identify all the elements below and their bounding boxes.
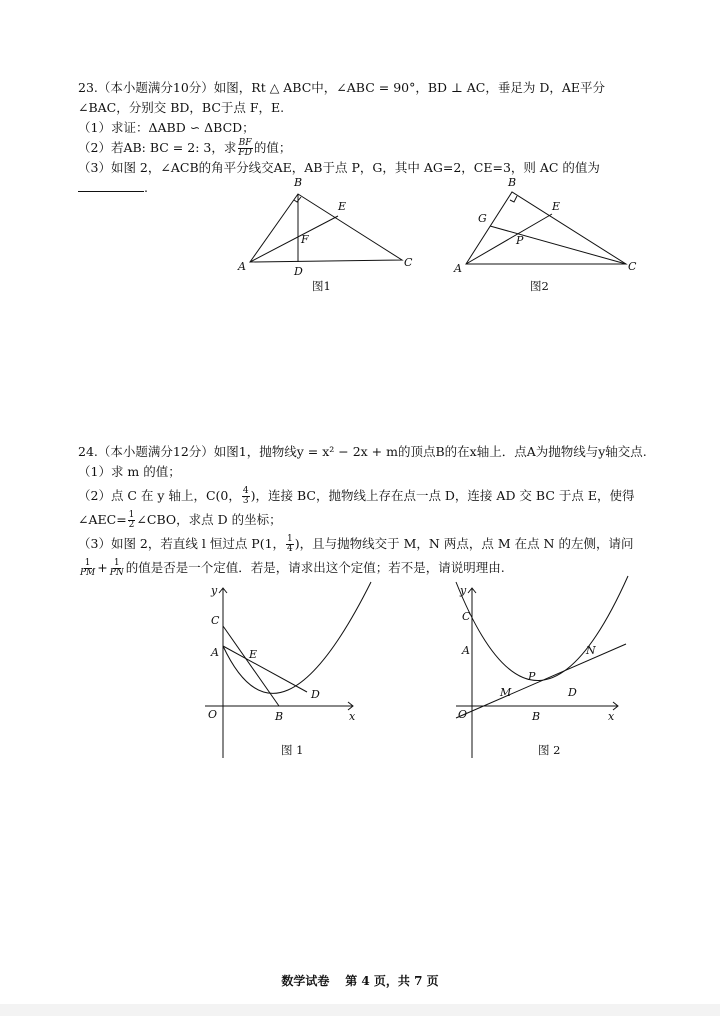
- q24-part3: [78, 532, 650, 580]
- q24-part2-text-b: )，连接 BC，抛物线上存在点一点 D，连接 AD 交 BC 于点 E，使得∠AEC=: [78, 488, 635, 527]
- label-e: E: [338, 200, 347, 213]
- q24-fig2-caption: 图 2: [538, 743, 561, 757]
- q24-part2-num2: 1: [128, 510, 135, 520]
- label-c-2: C: [628, 260, 637, 273]
- label-y-2: y: [460, 584, 467, 597]
- question-24: [78, 442, 650, 580]
- label-a-2: A: [454, 262, 462, 275]
- q24-part2-text-c: ∠CBO，求点 D 的坐标；: [136, 512, 282, 527]
- q24-part1: （1）求 m 的值；: [78, 464, 181, 479]
- q23-part2-fraction: [237, 139, 252, 158]
- q24-part3-fraction-p: [286, 535, 294, 554]
- triangle-abc-2: [466, 192, 626, 264]
- triangle-abc: [250, 194, 402, 262]
- q24-figure-1: [195, 582, 375, 762]
- label-a: A: [238, 260, 246, 273]
- parabola-2: [456, 576, 628, 681]
- label-d: D: [294, 265, 303, 278]
- q24-f1-den: PM: [80, 568, 96, 578]
- segment-ae: [250, 216, 338, 262]
- segment-cg: [490, 226, 626, 264]
- q23-figure-1: [230, 172, 420, 292]
- q24-part2-fraction-half: [128, 511, 136, 530]
- segment-bc: [223, 626, 279, 706]
- line-l: [456, 644, 626, 718]
- footer-subject: 数学试卷: [281, 974, 330, 988]
- q23-part2: [78, 138, 650, 158]
- label-p-2: P: [516, 234, 524, 247]
- q24-part2-den2: 2: [128, 520, 135, 530]
- q24-part2: [78, 484, 650, 532]
- label-a-q24-2: A: [462, 644, 470, 657]
- q24-part3-fraction-pm: [79, 559, 96, 578]
- label-g-2: G: [478, 212, 487, 225]
- q24-part3-text-c: 的值是否是一个定值．若是，请求出这个定值；若不是，请说明理由.: [125, 560, 505, 575]
- q24-part2-fraction-c: [242, 487, 250, 506]
- q23-part2-text-b: 的值；: [253, 140, 292, 155]
- label-b-q24-2: B: [532, 710, 541, 723]
- label-d-q24-2: D: [568, 686, 577, 699]
- footer-page-number: 第 4 页，共 7 页: [345, 974, 439, 988]
- q23-fig1-caption: 图1: [312, 279, 331, 293]
- q23-part3-end: .: [144, 180, 148, 195]
- q23-fig2-caption: 图2: [530, 279, 549, 293]
- q24-part3-text-a: （3）如图 2，若直线 l 恒过点 P(1，: [78, 536, 286, 551]
- label-b-2: B: [508, 176, 517, 189]
- label-e-q24: E: [249, 648, 258, 661]
- q24-part3-num: 1: [287, 534, 293, 544]
- q24-part2-text-a: （2）点 C 在 y 轴上，C(0，: [78, 488, 241, 503]
- q23-fraction-numerator: BF: [238, 138, 252, 148]
- label-m: M: [500, 686, 512, 699]
- parabola: [223, 582, 371, 693]
- q24-f1-num: 1: [84, 558, 91, 568]
- q23-figure-2: [450, 172, 650, 292]
- q23-part3-text: （3）如图 2，∠ACB的角平分线交AE，AB于点 P，G，其中 AG=2，CE=3，则 AC 的值为: [78, 160, 600, 175]
- label-f: F: [301, 233, 309, 246]
- q23-header: 23.（本小题满分10分）如图，Rt △ ABC中，∠ABC = 90°，BD ⊥ AC，垂足为 D，AE平分∠BAC，分别交 BD，BC于点 F，E.: [78, 80, 605, 115]
- q24-part2-num: 4: [242, 486, 249, 496]
- label-c: C: [404, 256, 413, 269]
- label-y: y: [211, 584, 218, 597]
- label-b: B: [294, 176, 303, 189]
- label-x: x: [349, 710, 356, 723]
- right-angle-mark-2: [510, 196, 517, 202]
- q24-part3-text-b: )，且与抛物线交于 M，N 两点，点 M 在点 N 的左侧，请问: [294, 536, 634, 551]
- label-e-2: E: [552, 200, 561, 213]
- label-c-q24-2: C: [462, 610, 471, 623]
- q24-part2-den: 3: [242, 496, 249, 506]
- label-o: O: [208, 708, 218, 721]
- label-n: N: [586, 644, 596, 657]
- label-x-2: x: [608, 710, 615, 723]
- label-b-q24: B: [275, 710, 284, 723]
- q24-f2-den: PN: [109, 568, 124, 578]
- label-d-q24: D: [311, 688, 320, 701]
- label-o-2: O: [458, 708, 468, 721]
- q23-part1: （1）求证：ΔABD ∽ ΔBCD；: [78, 120, 255, 135]
- label-p-q24: P: [528, 670, 536, 683]
- q23-part2-text-a: （2）若AB: BC = 2: 3，求: [78, 140, 237, 155]
- answer-blank[interactable]: [78, 179, 144, 192]
- q24-figure-2: [448, 582, 638, 762]
- label-c-q24: C: [211, 614, 220, 627]
- page-bottom-edge: [0, 1004, 720, 1016]
- q24-f2-num: 1: [113, 558, 120, 568]
- page-footer: [0, 972, 720, 989]
- q24-fig1-caption: 图 1: [281, 743, 304, 757]
- q24-plus: +: [97, 560, 108, 575]
- q24-header: 24.（本小题满分12分）如图1，抛物线y = x² − 2x + m的顶点B的在x轴上．点A为抛物线与y轴交点.: [78, 444, 647, 459]
- q24-part3-fraction-pn: [109, 559, 125, 578]
- q23-fraction-denominator: FD: [238, 148, 252, 158]
- label-a-q24: A: [211, 646, 219, 659]
- q24-part3-den: 4: [287, 544, 293, 554]
